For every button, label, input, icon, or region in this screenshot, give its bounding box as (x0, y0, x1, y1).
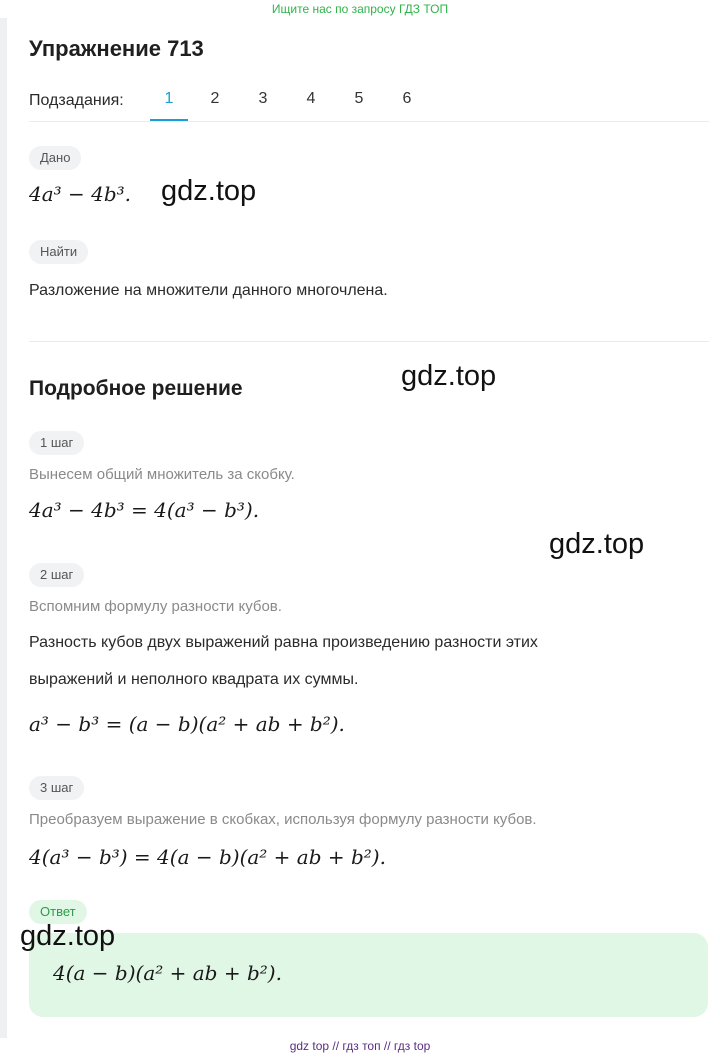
step-1-expression: 4a³ − 4b³ = 4(a³ − b³). (29, 498, 260, 522)
step-1-hint: Вынесем общий множитель за скобку. (29, 466, 295, 483)
subtasks-nav (29, 84, 709, 122)
step-2-hint: Вспомним формулу разности кубов. (29, 598, 282, 615)
active-tab-indicator (150, 119, 188, 121)
section-divider (29, 341, 709, 342)
left-edge-bar (0, 18, 7, 1038)
tab-4[interactable]: 4 (306, 90, 316, 107)
tab-1[interactable]: 1 (164, 90, 174, 107)
step-2-badge: 2 шаг (29, 563, 84, 587)
step-2-expression: a³ − b³ = (a − b)(a² + ab + b²). (29, 712, 345, 736)
tab-3[interactable]: 3 (258, 90, 268, 107)
page-title: Упражнение 713 (29, 36, 204, 61)
answer-expression: 4(a − b)(a² + ab + b²). (53, 961, 282, 985)
step-1-badge: 1 шаг (29, 431, 84, 455)
given-badge: Дано (29, 146, 81, 170)
tab-5[interactable]: 5 (354, 90, 364, 107)
watermark: gdz.top (20, 920, 116, 952)
watermark: gdz.top (549, 528, 645, 560)
tab-6[interactable]: 6 (402, 90, 412, 107)
watermark: gdz.top (401, 360, 497, 392)
watermark: gdz.top (161, 175, 257, 207)
step-3-hint: Преобразуем выражение в скобках, используя формулу разности кубов. (29, 811, 537, 828)
step-3-expression: 4(a³ − b³) = 4(a − b)(a² + ab + b²). (29, 845, 386, 869)
tab-2[interactable]: 2 (210, 90, 220, 107)
find-badge: Найти (29, 240, 88, 264)
step-3-badge: 3 шаг (29, 776, 84, 800)
answer-badge: Ответ (29, 900, 87, 924)
subtasks-label: Подзадания: (29, 92, 124, 109)
answer-box (29, 933, 708, 1017)
find-text: Разложение на множители данного многочлена. (29, 282, 388, 299)
given-expression: 4a³ − 4b³. (29, 182, 132, 206)
step-2-text-line-1: Разность кубов двух выражений равна произведению разности этих (29, 634, 538, 651)
footer-links[interactable]: gdz top // гдз топ // гдз top (289, 1039, 431, 1053)
solution-title: Подробное решение (29, 377, 243, 400)
top-banner[interactable]: Ищите нас по запросу ГДЗ ТОП (271, 2, 449, 16)
step-2-text-line-2: выражений и неполного квадрата их суммы. (29, 671, 359, 688)
